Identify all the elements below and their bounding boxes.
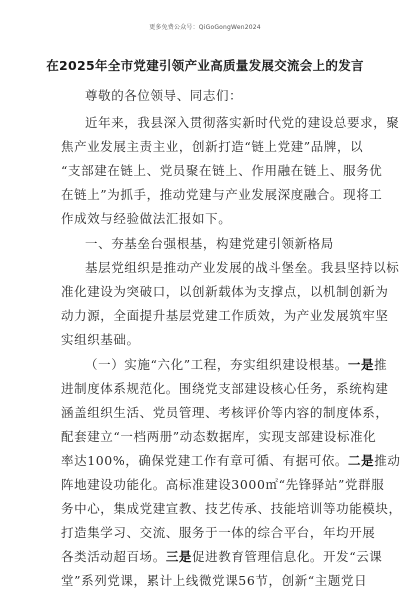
body-text-run: 打造集学习、交流、服务于一体的综合平台，年均开展 bbox=[61, 525, 376, 540]
bold-enumerator: 三是 bbox=[165, 549, 193, 564]
body-text-run: 推动 bbox=[374, 453, 401, 468]
body-line bbox=[61, 475, 384, 493]
body-text-run: 配套建立“一档两册”动态数据库，实现支部建设标准化 bbox=[61, 429, 377, 444]
body-text-run: 推 bbox=[374, 357, 388, 372]
body-text-run: 率达100%，确保党建工作有章可循、有据可依。 bbox=[61, 453, 349, 468]
body-text-run: 进制度体系规范化。围绕党支部建设核心任务，系统构建 bbox=[61, 381, 389, 396]
body-line bbox=[61, 451, 400, 469]
body-line bbox=[61, 523, 375, 541]
body-text-run: 一、夯基垒台强根基，构建党建引领新格局 bbox=[85, 236, 334, 251]
body-line bbox=[61, 379, 389, 397]
body-text-run: 各类活动超百场。 bbox=[61, 549, 166, 564]
body-line bbox=[61, 330, 140, 348]
body-text-run: 焦产业发展主责主业，创新打造“链上党建”品牌，以 bbox=[61, 139, 364, 154]
body-line bbox=[85, 355, 387, 373]
body-text-run: 在链上”为抓手，推动党建与产业发展深度融合。现将工 bbox=[61, 187, 383, 202]
body-line bbox=[61, 137, 363, 155]
body-text-run: “支部建在链上、党员聚在链上、作用融在链上、服务优 bbox=[61, 163, 383, 178]
bold-enumerator: 一是 bbox=[347, 357, 375, 372]
document-title: 在2025年全市党建引领产业高质量发展交流会上的发言 bbox=[46, 58, 364, 73]
body-line bbox=[61, 547, 382, 565]
body-line bbox=[85, 86, 242, 104]
body-line bbox=[61, 306, 389, 324]
body-text-run: 阵地建设功能化。高标准建设3000㎡“先锋驿站”党群服 bbox=[61, 477, 385, 492]
body-text-run: 基层党组织是推动产业发展的战斗堡垒。我县坚持以标 bbox=[85, 260, 400, 275]
body-text-run: 尊敬的各位领导、同志们： bbox=[85, 88, 243, 103]
body-text-run: 堂”系列党课，累计上线微党课56节，创新“主题党日 bbox=[61, 573, 368, 588]
body-line bbox=[61, 403, 389, 421]
body-line bbox=[85, 258, 399, 276]
body-text-run: 动力源，全面提升基层党建工作质效，为产业发展筑牢坚 bbox=[61, 308, 389, 323]
body-text-run: 实组织基础。 bbox=[61, 332, 140, 347]
body-text-run: 务中心，集成党建宣教、技艺传承、技能培训等功能模块， bbox=[61, 501, 402, 516]
body-text-run: 促进教育管理信息化。开发“云课 bbox=[192, 549, 383, 564]
body-line bbox=[61, 209, 231, 227]
body-line bbox=[61, 571, 367, 589]
body-line bbox=[61, 427, 376, 445]
body-line bbox=[61, 185, 382, 203]
body-text-run: 涵盖组织生活、党员管理、考核评价等内容的制度体系， bbox=[61, 405, 389, 420]
body-line bbox=[61, 161, 382, 179]
bold-enumerator: 二是 bbox=[348, 453, 375, 468]
body-line bbox=[85, 234, 334, 252]
body-text-run: 近年来，我县深入贯彻落实新时代党的建设总要求，聚 bbox=[85, 115, 400, 130]
body-line bbox=[85, 113, 399, 131]
body-text-run: 作成效与经验做法汇报如下。 bbox=[61, 211, 232, 226]
body-line bbox=[61, 499, 402, 517]
body-line bbox=[61, 282, 389, 300]
header-watermark: 更多免费公众号：QiGoGongWen2024 bbox=[149, 24, 261, 31]
body-text-run: （一）实施“六化”工程，夯实组织建设根基。 bbox=[85, 357, 348, 372]
body-text-run: 准化建设为突破口，以创新载体为支撑点，以机制创新为 bbox=[61, 284, 389, 299]
